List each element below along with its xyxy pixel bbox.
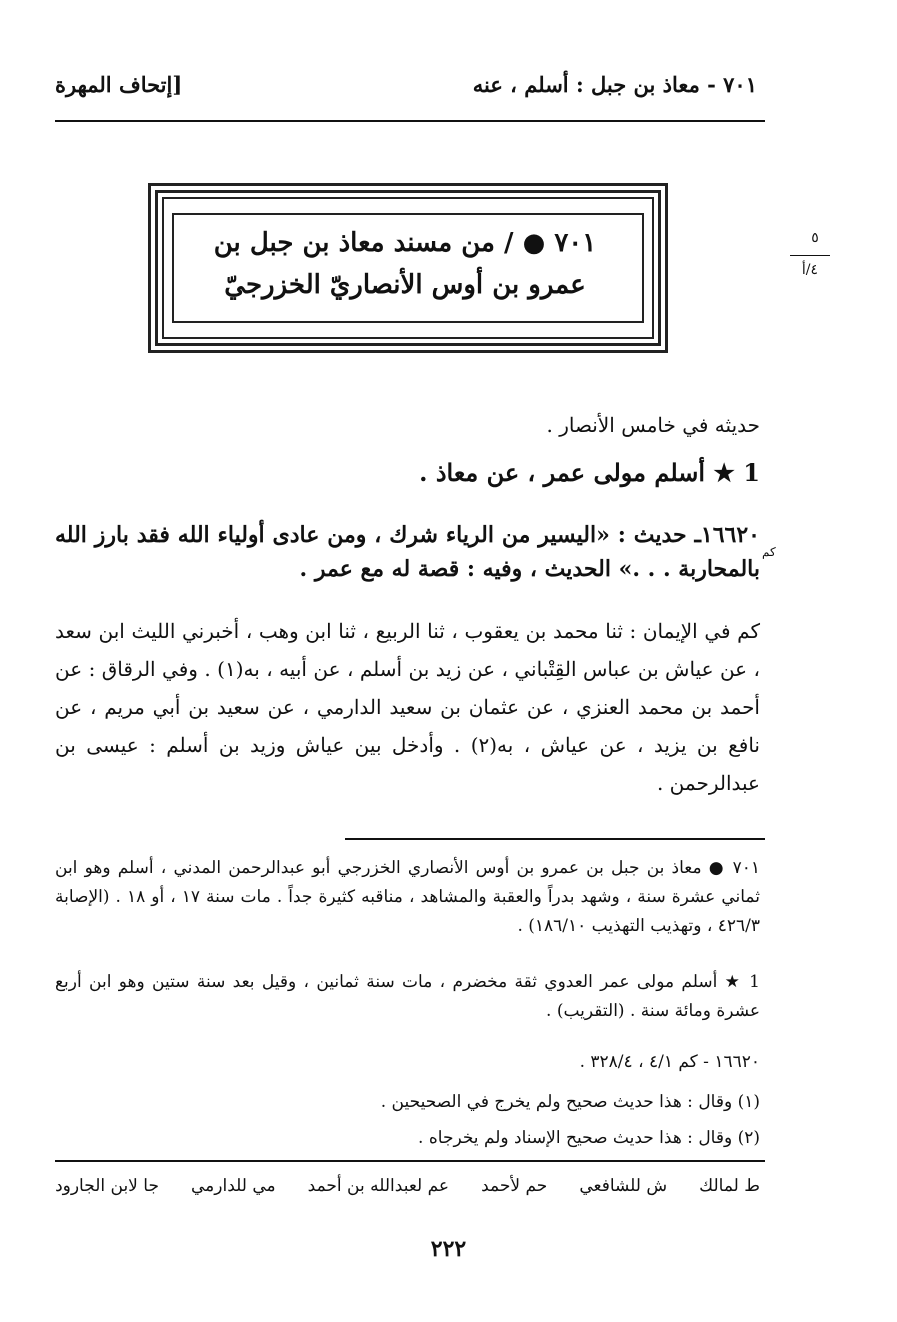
running-header-title: ٧٠١ - معاذ بن جبل : أسلم ، عنه	[472, 72, 757, 97]
abbreviation-item: عم لعبدالله بن أحمد	[307, 1176, 450, 1196]
abbreviations-key	[55, 1176, 760, 1196]
footnote-3: ١٦٦٢٠ - كم ٤/١ ، ٣٢٨/٤ .	[579, 1052, 760, 1072]
ornamental-title-frame	[148, 183, 668, 353]
source-siglum: كم	[762, 545, 776, 559]
abbreviations-divider	[55, 1160, 765, 1162]
footnote-1: ٧٠١ ● معاذ بن جبل بن عمرو بن أوس الأنصاري الخزرجي أبو عبدالرحمن المدني ، أسلم وهو ابن ثماني عشرة سنة ، وشهد بدراً والعقبة والمشاهد ، مناقبه كثيرة جداً . مات سنة ١٧ ، أو ١٨ . (الإصابة ٤٢٦/٣ ، وتهذيب التهذيب ١٨٦/١٠) .	[55, 858, 760, 936]
margin-reference: ٤/أ	[801, 262, 819, 278]
running-header-book: [إتحاف المهرة	[55, 72, 183, 97]
footnote-4: (١) وقال : هذا حديث صحيح ولم يخرج في الصحيحين .	[380, 1092, 760, 1112]
footnote-5: (٢) وقال : هذا حديث صحيح الإسناد ولم يخرجاه .	[418, 1128, 760, 1148]
margin-divider	[790, 255, 830, 256]
margin-number: ٥	[811, 230, 819, 246]
abbreviation-item: حم لأحمد	[481, 1176, 548, 1196]
narrator-heading: 1 ★ أسلم مولى عمر ، عن معاذ .	[419, 458, 760, 487]
section-title-line-1: ٧٠١ ● / من مسند معاذ بن جبل بن	[213, 228, 597, 258]
footnote-2: 1 ★ أسلم مولى عمر العدوي ثقة مخضرم ، مات سنة ثمانين ، وقيل بعد سنة ستين وهو ابن أربع عشرة ومائة سنة . (التقريب) .	[55, 972, 760, 1021]
abbreviation-item: ط لمالك	[699, 1176, 760, 1196]
intro-line: حديثه في خامس الأنصار .	[546, 413, 760, 437]
header-divider	[55, 120, 765, 122]
isnad-paragraph: كم في الإيمان : ثنا محمد بن يعقوب ، ثنا الربيع ، ثنا ابن وهب ، أخبرني الليث ابن سعد ، عن عياش بن عباس القِتْباني ، عن زيد بن أسلم ، عن أبيه ، به(١) . وفي الرقاق : عن أحمد بن محمد العنزي ، عن عثمان بن سعيد الدارمي ، عن سعيد بن أبي مريم ، عن نافع بن يزيد ، عن عياش ، به(٢) . وأدخل بين عياش وزيد بن أسلم : عيسى بن عبدالرحمن .	[55, 619, 760, 795]
abbreviation-item: مي للدارمي	[191, 1176, 276, 1196]
hadith-text: ١٦٦٢٠ـ حديث : «اليسير من الرياء شرك ، ومن عادى أولياء الله فقد بارز الله بالمحاربة . . .» الحديث ، وفيه : قصة له مع عمر .	[55, 522, 760, 582]
page-number: ٢٢٢	[430, 1236, 467, 1262]
footnote-divider	[345, 838, 765, 840]
abbreviation-item: ش للشافعي	[579, 1176, 668, 1196]
abbreviation-item: جا لابن الجارود	[55, 1176, 159, 1196]
section-title-line-2: عمرو بن أوس الأنصاريّ الخزرجيّ	[224, 270, 586, 300]
